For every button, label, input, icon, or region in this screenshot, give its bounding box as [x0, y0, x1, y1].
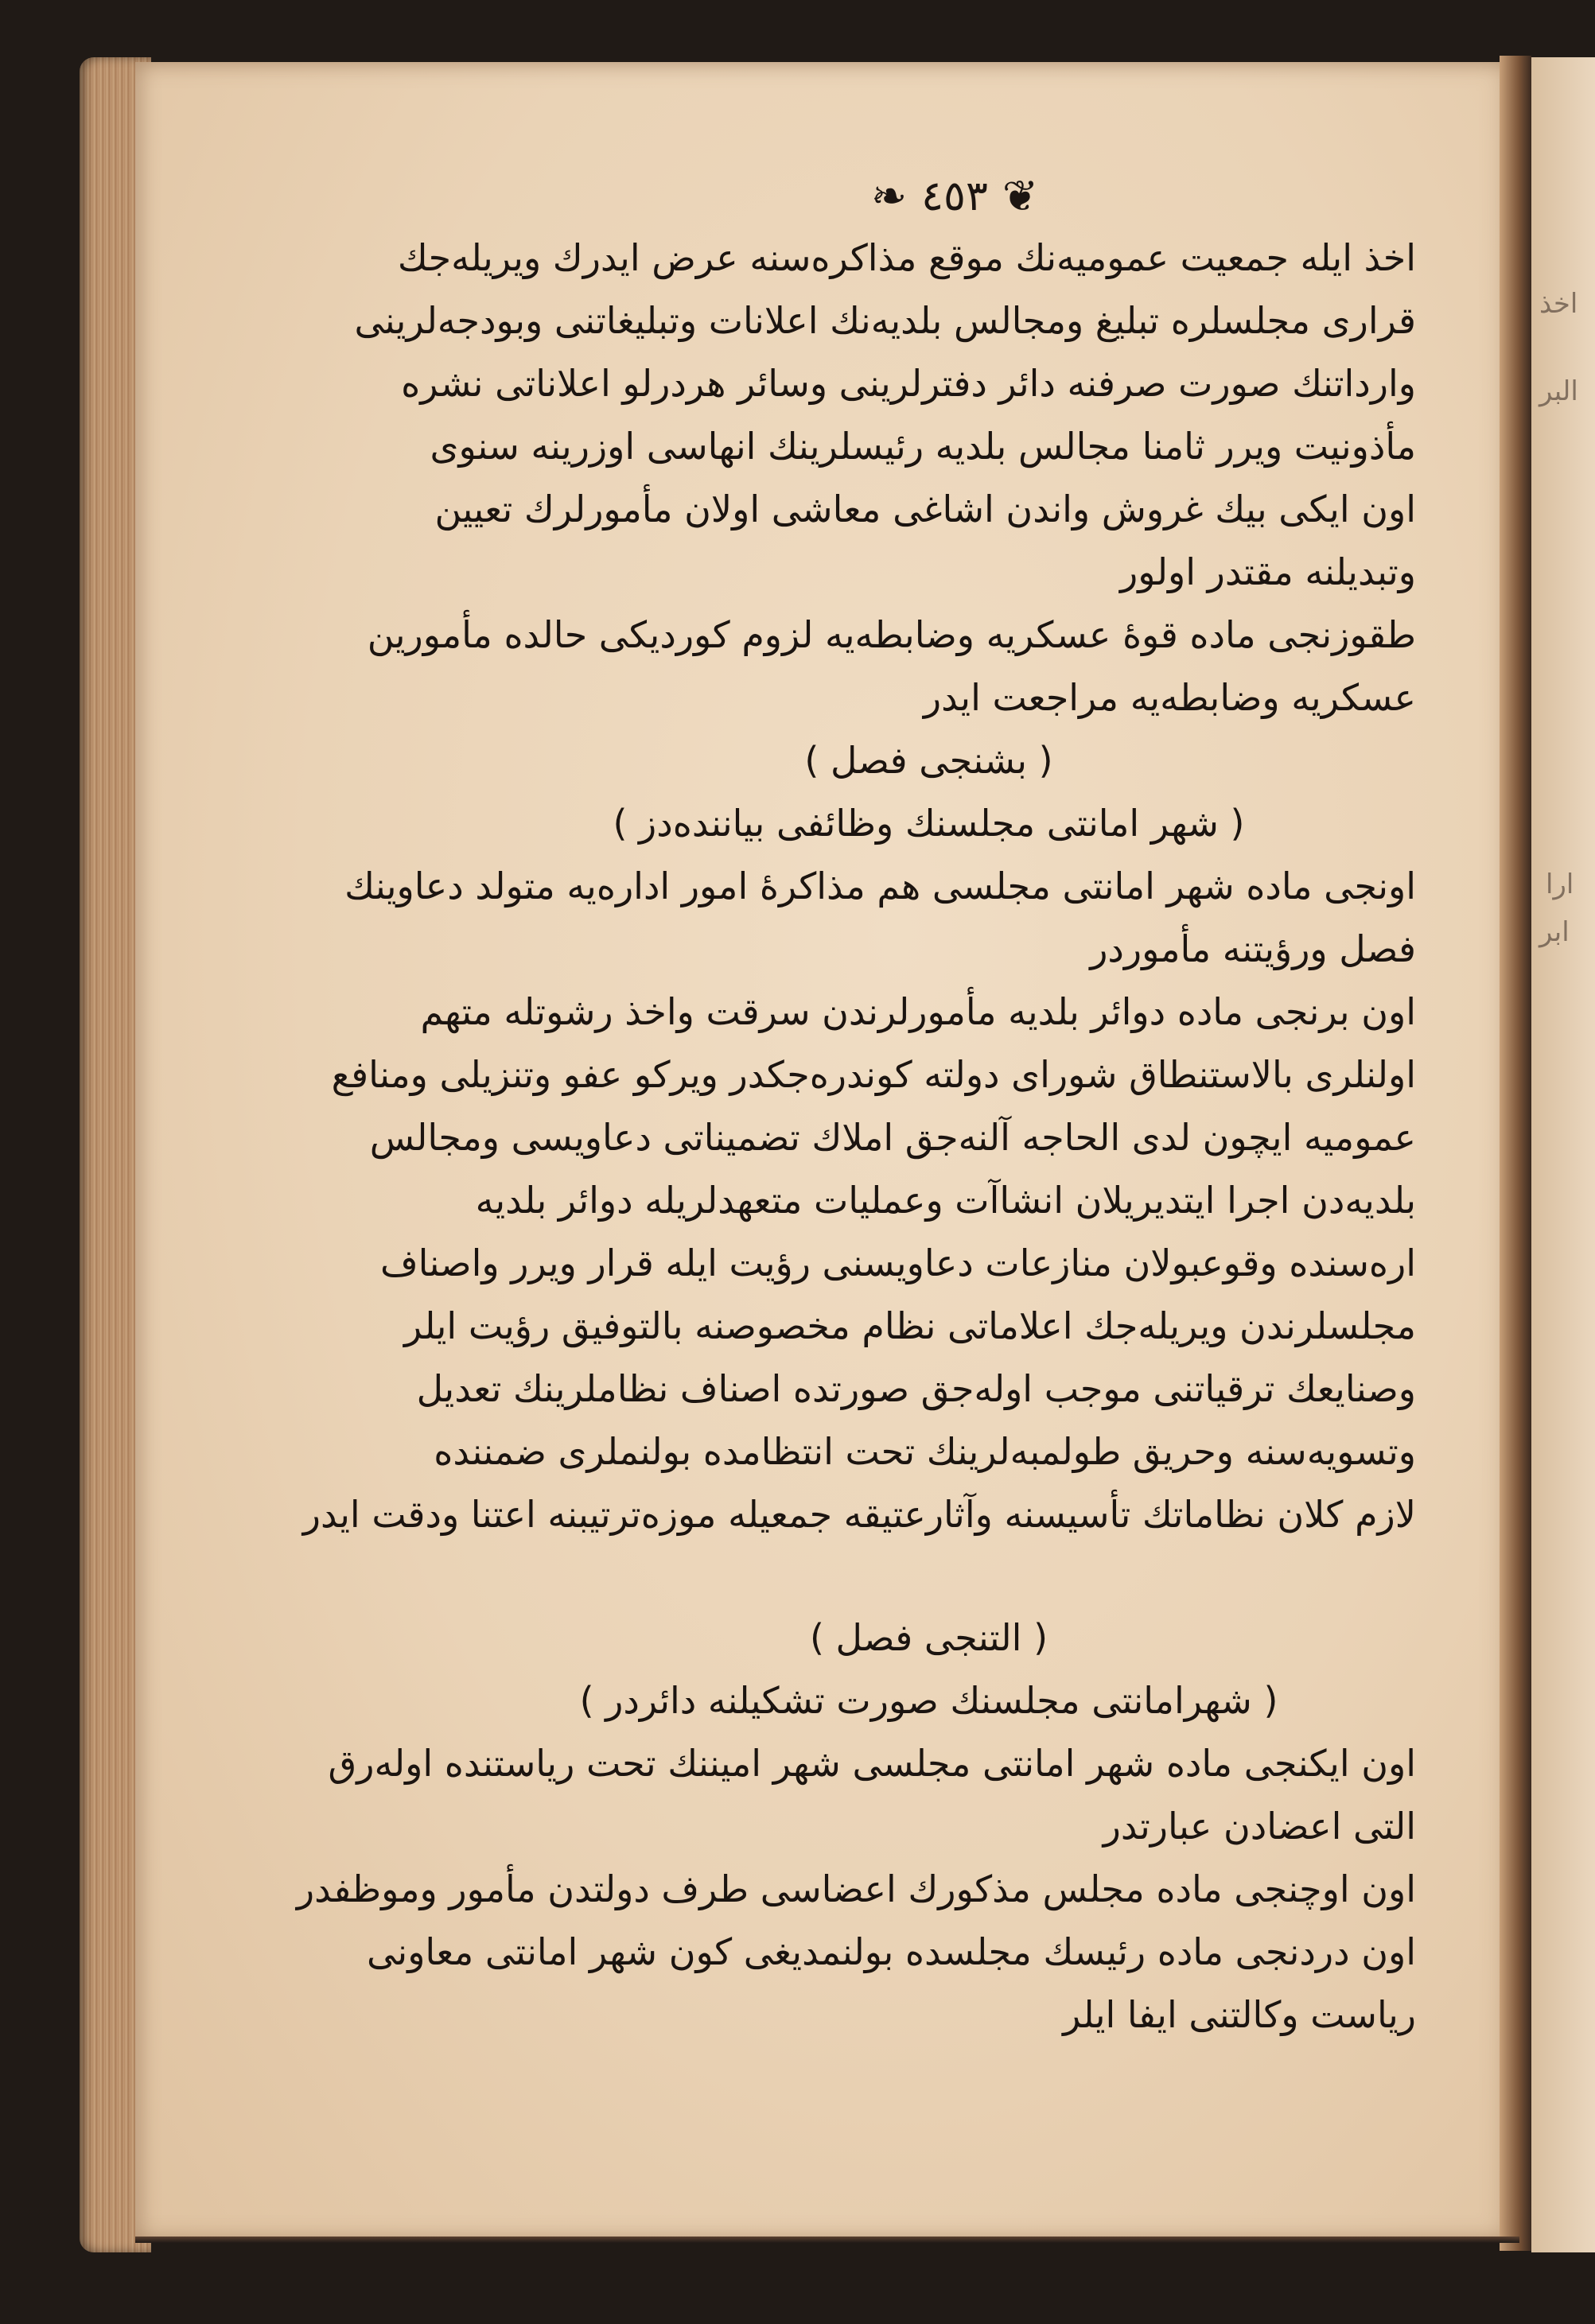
paragraph-gap — [442, 1546, 1416, 1607]
page-header — [859, 169, 1050, 224]
text-line: ریاست وکالتنی ایفا ایلر — [1063, 1993, 1416, 2036]
adjacent-page-fragment: اخذ — [1539, 288, 1578, 320]
section-subheading: ( شهر امانتی مجلسنك وظائفی بیاننده‌دز ) — [613, 802, 1245, 845]
text-line: بلدیه‌دن اجرا ایتدیریلان انشاآت وعملیات متعهدلریله دوائر بلدیه — [475, 1179, 1416, 1222]
text-line: مجلسلرندن ویریله‌جك اعلاماتی نظام مخصوصنه بالتوفیق رؤیت ایلر — [404, 1304, 1416, 1347]
text-line: مأذونیت ویرر ثامنا مجالس بلدیه رئیسلرینك انهاسی اوزرینه سنوی — [430, 425, 1416, 468]
text-line: وتبدیلنه مقتدر اولور — [1120, 550, 1416, 593]
adjacent-page-edge — [1531, 57, 1595, 2252]
text-line: فصل ورؤیتنه مأموردر — [1090, 927, 1416, 970]
text-line: اون ایکنجی ماده شهر امانتی مجلسی شهر امیننك تحت ریاستنده اوله‌رق — [328, 1742, 1416, 1785]
text-line: وارداتنك صورت صرفنه دائر دفترلرینی وسائر هردرلو اعلاناتی نشره — [401, 362, 1416, 405]
adjacent-page-fragment: ارا — [1546, 869, 1574, 900]
adjacent-page-fragment: ابر — [1539, 916, 1570, 948]
text-line: عمومیه ایچون لدی الحاجه آلنه‌جق املاك تضمیناتی دعاویسی ومجالس — [369, 1116, 1416, 1159]
page-text — [296, 227, 1416, 2046]
text-line: عسکریه وضابطه‌یه مراجعت ایدر — [923, 676, 1416, 719]
text-line: اولنلری بالاستنطاق شورای دولته کوندره‌جکدر ویرکو عفو وتنزیلی ومنافع — [331, 1053, 1416, 1096]
text-line: اون دردنجی ماده رئیسك مجلسده بولنمدیغی کون شهر امانتی معاونی — [367, 1930, 1416, 1973]
text-line: اخذ ایله جمعیت عمومیه‌نك موقع مذاکره‌سنه عرض ایدرك ویریله‌جك — [397, 236, 1416, 279]
text-line: وصنایعك ترقیاتنی موجب اوله‌جق صورتده اصناف نظاملرینك تعدیل — [416, 1367, 1416, 1410]
text-line: اونجی ماده شهر امانتی مجلسی هم مذاکرهٔ امور اداره‌یه متولد دعاوینك — [344, 865, 1416, 907]
text-line: التی اعضادن عبارتدر — [1103, 1805, 1416, 1848]
book-gutter — [1500, 56, 1531, 2251]
text-line: اون اوچنجی ماده مجلس مذکورك اعضاسی طرف دولتدن مأمور وموظفدر — [296, 1867, 1416, 1910]
section-heading: ( التنجی فصل ) — [809, 1616, 1048, 1659]
text-line: وتسویه‌سنه وحریق طولمبه‌لرینك تحت انتظامده بولنملری ضمننده — [434, 1430, 1416, 1473]
text-line: طقوزنجی ماده قوهٔ عسکریه وضابطه‌یه لزوم کوردیکی حالده مأمورین — [367, 613, 1416, 656]
fleuron-left-icon: ❦ — [1002, 171, 1039, 221]
adjacent-page-fragment: البر — [1539, 375, 1578, 407]
text-line: اون ایکی بیك غروش واندن اشاغی معاشی اولان مأمورلرك تعیین — [434, 488, 1416, 530]
text-line: لازم کلان نظاماتك تأسیسنه وآثارعتیقه جمعیله موزه‌ترتیبنه اعتنا ودقت ایدر — [302, 1493, 1416, 1536]
text-line: قراری مجلسلره تبلیغ ومجالس بلدیه‌نك اعلانات وتبلیغاتنی وبودجه‌لرینی — [354, 299, 1416, 342]
text-line: اون برنجی ماده دوائر بلدیه مأمورلرندن سرقت واخذ رشوتله متهم — [420, 990, 1416, 1033]
section-subheading: ( شهرامانتی مجلسنك صورت تشکیلنه دائردر ) — [579, 1679, 1278, 1722]
section-heading: ( بشنجی فصل ) — [804, 739, 1053, 782]
page-bottom-edge — [135, 2237, 1519, 2243]
fleuron-right-icon: ❧ — [870, 171, 908, 221]
text-line: اره‌سنده وقوعبولان منازعات دعاویسنی رؤیت ایله قرار ویرر واصناف — [379, 1242, 1416, 1284]
page-number: ٤٥٣ — [921, 173, 988, 220]
